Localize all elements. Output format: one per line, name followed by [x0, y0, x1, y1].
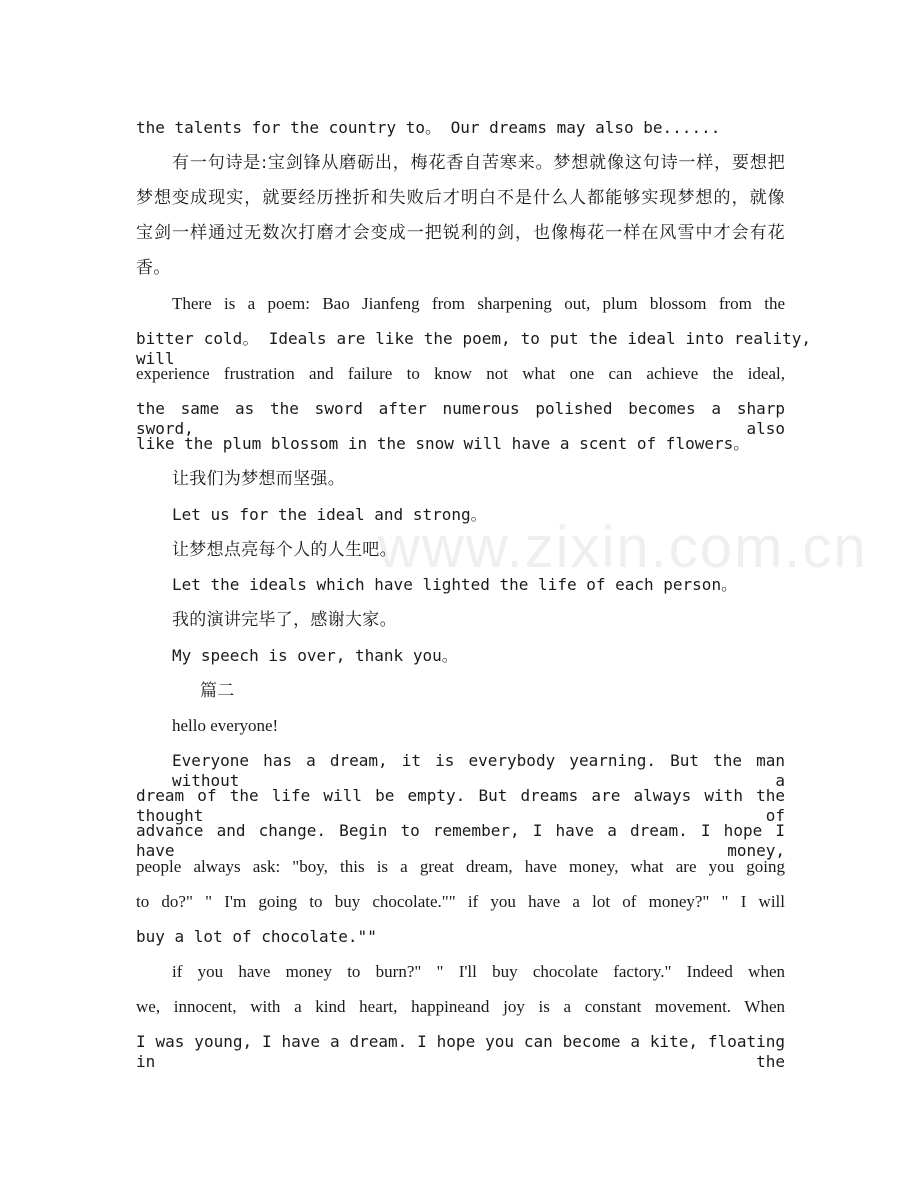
text-line: 让我们为梦想而坚强。: [172, 469, 345, 489]
text-line: to do?" " I'm going to buy chocolate."" if you have a lot of money?" " I will: [136, 892, 785, 911]
text-line: the same as the sword after numerous polished becomes a sharp sword, also: [136, 399, 785, 438]
text-line: Everyone has a dream, it is everybody yearning. But the man without a: [172, 751, 785, 790]
text-line: the talents for the country to。 Our dreams may also be......: [136, 118, 721, 137]
text-line: buy a lot of chocolate."": [136, 927, 377, 946]
text-line: 梦想变成现实，就要经历挫折和失败后才明白不是什么人都能够实现梦想的，就像: [136, 188, 785, 208]
text-line: 我的演讲完毕了，感谢大家。: [172, 610, 397, 630]
text-line: bitter cold。 Ideals are like the poem, to put the ideal into reality, will: [136, 329, 811, 368]
text-line: I was young, I have a dream. I hope you can become a kite, floating in the: [136, 1032, 785, 1071]
text-line: Let us for the ideal and strong。: [172, 505, 487, 524]
text-line: 香。: [136, 258, 171, 278]
text-line: My speech is over, thank you。: [172, 646, 458, 665]
text-line: There is a poem: Bao Jianfeng from sharpening out, plum blossom from the: [172, 294, 785, 313]
text-line: experience frustration and failure to know not what one can achieve the ideal,: [136, 364, 785, 383]
text-line: 让梦想点亮每个人的人生吧。: [172, 540, 397, 560]
text-line: dream of the life will be empty. But dreams are always with the thought of: [136, 786, 785, 825]
text-line: advance and change. Begin to remember, I have a dream. I hope I have money,: [136, 821, 785, 860]
watermark: www.zixin.com.cn: [378, 515, 868, 580]
text-line: people always ask: "boy, this is a great dream, have money, what are you going: [136, 857, 785, 876]
text-line: like the plum blossom in the snow will have a scent of flowers。: [136, 434, 750, 453]
text-line: 宝剑一样通过无数次打磨才会变成一把锐利的剑，也像梅花一样在风雪中才会有花: [136, 223, 785, 243]
text-line: hello everyone!: [172, 716, 279, 735]
text-line: we, innocent, with a kind heart, happineand joy is a constant movement. When: [136, 997, 785, 1016]
text-line: Let the ideals which have lighted the life of each person。: [172, 575, 738, 594]
text-line: if you have money to burn?" " I'll buy chocolate factory." Indeed when: [172, 962, 785, 981]
section-heading: 篇二: [200, 681, 235, 701]
text-line: 有一句诗是:宝剑锋从磨砺出，梅花香自苦寒来。梦想就像这句诗一样，要想把: [172, 153, 785, 173]
